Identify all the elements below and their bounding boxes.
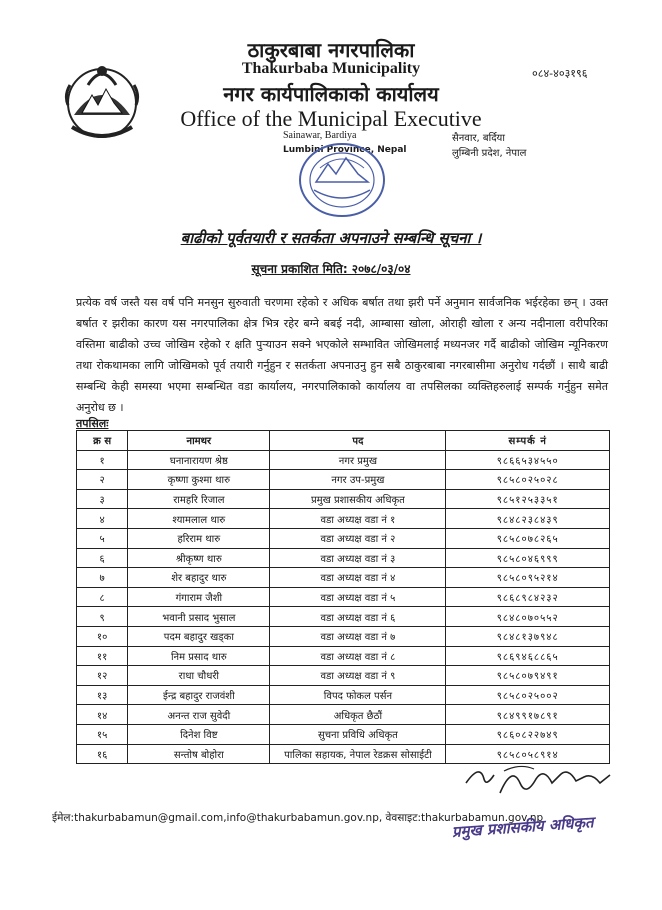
contacts-table [76,430,610,764]
cell-post: प्रमुख प्रशासकीय अधिकृत [270,489,446,509]
cell-post: वडा अध्यक्ष वडा नं ४ [270,568,446,588]
cell-post: अधिकृत छैठौं [270,705,446,725]
notice-body: प्रत्येक वर्ष जस्तै यस वर्ष पनि मनसुन सुरुवाती चरणमा रहेको र अधिक बर्षात तथा झरी पर्ने अनुमान सार्वजनिक भईरहेका छन् । उक्त बर्षात र झरीका कारण यस नगरपालिका क्षेत्र भित्र रहेर बग्ने बबई नदी, आम्बासा खोला, ओराही खोला र अन्य नदीनाला वरीपरिका वस्तिमा बाढीको उच्च जोखिम रहेको र क्षति पुऱ्याउन सक्ने भएकोले सम्भावित जोखिमलाई मध्यनजर गर्दै बाढीको जोखिम न्यूनिकरण तथा रोकथामका लागि जोखिमको पूर्व तयारी गर्नुहुन र सतर्कता अपनाउनु हुन सबै ठाकुरबाबा नगरबासीमा अनुरोध गर्दछौं । साथै बाढी सम्बन्धि केही समस्या भएमा सम्बन्धित वडा कार्यालय, नगरपालिकाको कार्यालय वा तपसिलका व्यक्तिहरुलाई सम्पर्क गर्नुहुन समेत अनुरोध छ । [76,296,608,414]
cell-post: वडा अध्यक्ष वडा नं ८ [270,646,446,666]
cell-contact: ९८४८२३८४३९ [446,509,610,529]
cell-serial: ९ [77,607,128,627]
cell-contact: ९८५८०७८२६५ [446,528,610,548]
notice-title: बाढीको पूर्वतयारी र सतर्कता अपनाउने सम्बन्धि सूचना । [180,229,482,247]
cell-serial: १० [77,626,128,646]
table-row [77,450,610,470]
cell-contact: ९८५८०५८९१४ [446,744,610,764]
cell-serial: १ [77,450,128,470]
cell-name: श्रीकृष्ण थारु [128,548,270,568]
cell-name: भवानी प्रसाद भुसाल [128,607,270,627]
cell-serial: ३ [77,489,128,509]
cell-post: वडा अध्यक्ष वडा नं ९ [270,666,446,686]
official-stamp [294,138,390,222]
cell-contact: ९८५८०२५०२८ [446,470,610,490]
cell-contact: ९८४८०७०५५२ [446,607,610,627]
cell-name: पदम बहादुर खड्का [128,626,270,646]
cell-post: पालिका सहायक, नेपाल रेडक्रस सोसाईटी [270,744,446,764]
signatory-title: प्रमुख प्रशासकीय अधिकृत [451,813,595,841]
cell-contact: ९८६६५३४५५० [446,450,610,470]
table-row [77,626,610,646]
cell-contact: ९८५८०२५००२ [446,685,610,705]
table-row [77,470,610,490]
cell-contact: ९८६९४६८८६५ [446,646,610,666]
cell-serial: ४ [77,509,128,529]
header-name: नामथर [128,431,270,451]
cell-serial: ११ [77,646,128,666]
address-nepali: सैनवार, बर्दिया [452,133,505,144]
cell-name: अनन्त राज सुवेदी [128,705,270,725]
header-post: पद [270,431,446,451]
cell-contact: ९८५८०४६९९९ [446,548,610,568]
table-row [77,509,610,529]
cell-serial: १३ [77,685,128,705]
cell-post: नगर उप-प्रमुख [270,470,446,490]
cell-name: कृष्णा कुश्मा थारु [128,470,270,490]
table-header-row [77,431,610,451]
cell-contact: ९८६०८२२७४९ [446,724,610,744]
province-nepali: लुम्बिनी प्रदेश, नेपाल [452,148,527,159]
cell-post: सुचना प्रविधि अधिकृत [270,724,446,744]
cell-name: घनानारायण श्रेष्ठ [128,450,270,470]
cell-name: निम प्रसाद थारु [128,646,270,666]
table-row [77,587,610,607]
cell-contact: ९८४९९१७८९१ [446,705,610,725]
cell-serial: २ [77,470,128,490]
cell-serial: ५ [77,528,128,548]
cell-name: ईन्द्र बहादुर राजवंशी [128,685,270,705]
cell-post: नगर प्रमुख [270,450,446,470]
header-contact: सम्पर्क नं [446,431,610,451]
table-row [77,724,610,744]
cell-serial: ८ [77,587,128,607]
cell-serial: १६ [77,744,128,764]
municipality-name-nepali: ठाकुरबाबा नगरपालिका [247,38,415,62]
cell-name: शेर बहादुर थारु [128,568,270,588]
tapasil-label: तपसिलः [76,417,109,430]
cell-name: रामहरि रिजाल [128,489,270,509]
phone-number: ०८४-४०३१९६ [532,67,588,80]
table-row [77,548,610,568]
cell-name: श्यामलाल थारु [128,509,270,529]
cell-name: सन्तोष बोहोरा [128,744,270,764]
table-row [77,685,610,705]
cell-name: राधा चौधरी [128,666,270,686]
cell-serial: ७ [77,568,128,588]
table-row [77,646,610,666]
cell-post: वडा अध्यक्ष वडा नं ७ [270,626,446,646]
cell-contact: ९८५१२५३३५१ [446,489,610,509]
address-english: Sainawar, Bardiya [283,130,357,141]
province-english: Lumbini Province, Nepal [283,145,407,155]
notice-publish-date: सूचना प्रकाशित मिति: २०७८/०३/०४ [251,262,411,276]
cell-contact: ९८६८९८४२३२ [446,587,610,607]
municipality-name-english: Thakurbaba Municipality [241,60,421,77]
table-row [77,666,610,686]
cell-post: वडा अध्यक्ष वडा नं १ [270,509,446,529]
cell-name: दिनेश विष्ट [128,724,270,744]
cell-post: वडा अध्यक्ष वडा नं २ [270,528,446,548]
cell-name: गंगाराम जैशी [128,587,270,607]
cell-post: वडा अध्यक्ष वडा नं ५ [270,587,446,607]
office-name-english: Office of the Municipal Executive [180,106,482,131]
footer-contact: ईमेल:thakurbabamun@gmail.com,info@thakurbabamun.gov.np, वेवसाइट:thakurbabamun.gov.np [52,812,544,824]
cell-post: विपद फोकल पर्सन [270,685,446,705]
cell-serial: १४ [77,705,128,725]
cell-serial: १५ [77,724,128,744]
handwritten-signature [460,753,620,803]
cell-name: हरिराम थारु [128,528,270,548]
table-row [77,705,610,725]
header-serial: क्र स [77,431,128,451]
cell-contact: ९८५८०७९४९१ [446,666,610,686]
table-row [77,489,610,509]
cell-post: वडा अध्यक्ष वडा नं ३ [270,548,446,568]
cell-contact: ९८४८१३७९४८ [446,626,610,646]
cell-post: वडा अध्यक्ष वडा नं ६ [270,607,446,627]
table-row [77,568,610,588]
table-row [77,528,610,548]
cell-serial: १२ [77,666,128,686]
cell-contact: ९८५८०९५२१४ [446,568,610,588]
office-name-nepali: नगर कार्यपालिकाको कार्यालय [223,82,439,106]
cell-serial: ६ [77,548,128,568]
table-row [77,607,610,627]
